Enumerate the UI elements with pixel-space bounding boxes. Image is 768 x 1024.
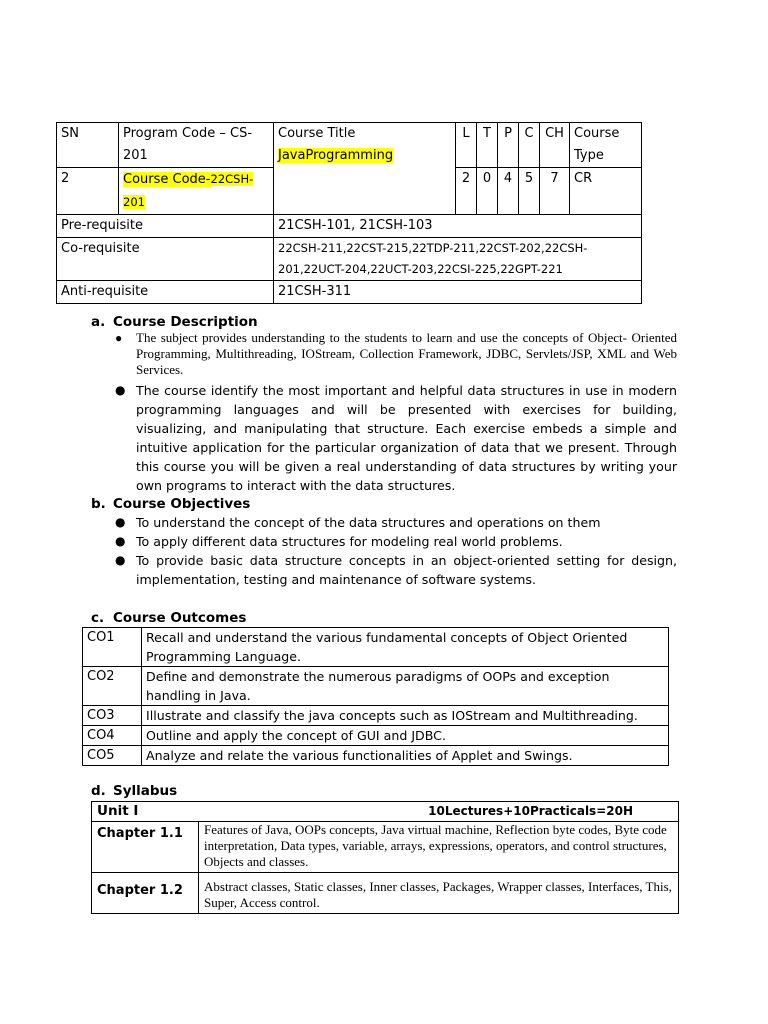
objective-bullet-1: To understand the concept of the data structures and operations on them (136, 515, 601, 530)
objectives-heading (91, 495, 250, 513)
table-row (83, 746, 669, 766)
outcome-text: Define and demonstrate the numerous paradigms of OOPs and exception handling in Java. (142, 667, 669, 706)
description-title: Course Description (113, 314, 258, 330)
course-code-cell (119, 168, 274, 215)
bullet-icon: ● (115, 515, 126, 529)
col-t-header: T (477, 123, 498, 168)
antireq-value: 21CSH-311 (274, 281, 642, 304)
outcome-text: Illustrate and classify the java concepts such as IOStream and Multithreading. (142, 706, 669, 726)
outcomes-title: Course Outcomes (113, 610, 247, 626)
bullet-icon: ● (115, 553, 126, 567)
course-title-cell (274, 123, 456, 215)
objective-bullet-3: To provide basic data structure concepts in an object-oriented setting for design, implementation, testing and maintenance of software systems. (136, 553, 677, 587)
p-value: 4 (498, 168, 519, 215)
table-row (92, 802, 679, 822)
course-info-table (56, 122, 642, 304)
unit-hours: 10Lectures+10Practicals=20H (428, 804, 633, 818)
table-row (83, 667, 669, 706)
col-ch-header: CH (540, 123, 570, 168)
outcomes-table (82, 627, 669, 766)
objectives-title: Course Objectives (113, 496, 251, 512)
table-row (83, 706, 669, 726)
table-row (92, 873, 679, 914)
chapter-topics: Features of Java, OOPs concepts, Java virtual machine, Reflection byte codes, Byte code interpretation, Data types, variable, arrays, expressions, operators, and control structures, Objects and classes. (199, 822, 679, 873)
description-label: a. (91, 314, 106, 330)
sn-value: 2 (57, 168, 119, 215)
syllabus-title: Syllabus (113, 783, 178, 799)
bullet-icon: ● (115, 331, 123, 345)
list-item (115, 330, 677, 378)
l-value: 2 (456, 168, 477, 215)
bullet-icon: ● (115, 383, 126, 397)
c-value: 5 (519, 168, 540, 215)
list-item (115, 381, 677, 495)
col-l-header: L (456, 123, 477, 168)
syllabus-table (91, 801, 679, 914)
chapter-name: Chapter 1.2 (92, 873, 199, 914)
bullet-icon: ● (115, 534, 126, 548)
outcome-code: CO5 (83, 746, 142, 766)
outcome-text: Recall and understand the various fundamental concepts of Object Oriented Programming Language. (142, 628, 669, 667)
prereq-value: 21CSH-101, 21CSH-103 (274, 215, 642, 238)
table-row (92, 822, 679, 873)
list-item (115, 532, 677, 551)
chapter-topics: Abstract classes, Static classes, Inner classes, Packages, Wrapper classes, Interfaces, This, Super, Access control. (199, 873, 679, 914)
col-c-header: C (519, 123, 540, 168)
unit-title: Unit I (97, 803, 139, 819)
chapter-name: Chapter 1.1 (92, 822, 199, 873)
col-p-header: P (498, 123, 519, 168)
sn-label: SN (57, 123, 119, 168)
course-type-label: Course Type (570, 123, 642, 168)
outcome-text: Outline and apply the concept of GUI and JDBC. (142, 726, 669, 746)
table-row (83, 628, 669, 667)
course-type-value: CR (570, 168, 642, 215)
coreq-label: Co-requisite (57, 238, 274, 281)
description-list (115, 330, 677, 495)
objectives-label: b. (91, 496, 106, 512)
outcome-text: Analyze and relate the various functionalities of Applet and Swings. (142, 746, 669, 766)
outcomes-heading (91, 609, 246, 627)
prereq-label: Pre-requisite (57, 215, 274, 238)
ch-value: 7 (540, 168, 570, 215)
course-title-label: Course Title (278, 126, 356, 141)
t-value: 0 (477, 168, 498, 215)
outcome-code: CO1 (83, 628, 142, 667)
outcome-code: CO4 (83, 726, 142, 746)
course-title: JavaProgramming (278, 148, 394, 163)
objectives-list (115, 513, 677, 589)
objective-bullet-2: To apply different data structures for modeling real world problems. (136, 534, 563, 549)
description-heading (91, 313, 258, 331)
description-bullet-2: The course identify the most important and helpful data structures in use in modern programming languages and will be presented with exercises for building, visualizing, and manipulating that structure. Each exercise embeds a simple and intuitive application for the particular organization of data that we present. Through this course you will be given a real understanding of data structures by writing your own programs to interact with the data structures. (136, 383, 677, 493)
outcome-code: CO2 (83, 667, 142, 706)
unit-row-cell (92, 802, 679, 822)
description-bullet-1: The subject provides understanding to the students to learn and use the concepts of Object- Oriented Programming, Multithreading, IOStream, Collection Framework, JDBC, Servlets/JSP, XML and Web Services. (136, 330, 677, 377)
syllabus-heading (91, 782, 177, 800)
outcomes-label: c. (91, 610, 105, 626)
antireq-label: Anti-requisite (57, 281, 274, 304)
table-row (83, 726, 669, 746)
outcome-code: CO3 (83, 706, 142, 726)
course-code: 22CSH-201 (123, 172, 254, 209)
list-item (115, 513, 677, 532)
coreq-value: 22CSH-211,22CST-215,22TDP-211,22CST-202,22CSH-201,22UCT-204,22UCT-203,22CSI-225,22GPT-221 (274, 238, 642, 281)
program-code-label: Program Code – CS-201 (119, 123, 274, 168)
course-code-label: Course Code- (123, 172, 211, 187)
list-item (115, 551, 677, 589)
syllabus-label: d. (91, 783, 106, 799)
